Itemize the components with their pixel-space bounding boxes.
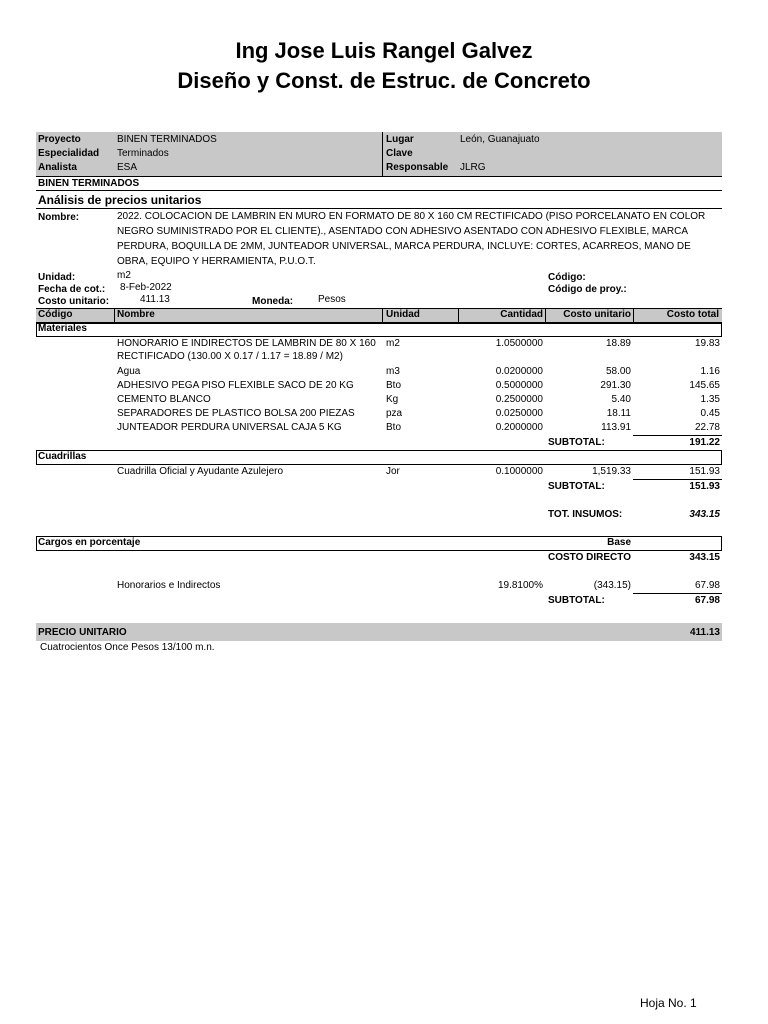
base-label: Base [607, 537, 631, 548]
col-unidad: Unidad [386, 309, 420, 320]
responsable-value: JLRG [460, 162, 486, 173]
row-nombre: CEMENTO BLANCO [117, 394, 211, 405]
lugar-label: Lugar [386, 134, 414, 145]
responsable-label: Responsable [386, 162, 449, 173]
analista-label: Analista [38, 162, 77, 173]
row-costo: 18.11 [606, 408, 631, 419]
subtotal-rule [633, 479, 722, 480]
info-divider [382, 132, 383, 176]
row-nombre: HONORARIO E INDIRECTOS DE LAMBRIN DE 80 X 160 [117, 338, 376, 349]
row-costo: 291.30 [600, 380, 631, 391]
rule [36, 190, 722, 191]
lugar-value: León, Guanajuato [460, 134, 540, 145]
proyecto-value: BINEN TERMINADOS [117, 134, 217, 145]
section-title: Análisis de precios unitarios [38, 193, 202, 207]
page-number: Hoja No. 1 [640, 996, 697, 1010]
proyecto-label: Proyecto [38, 134, 81, 145]
cargos-label: Cargos en porcentaje [38, 537, 141, 548]
nombre-line: PERDURA, BOQUILLA DE 2MM, JUNTEADOR UNIVERSAL, MARCA PERDURA, INCLUYE: CORTES, ACARREOS, MANO DE [117, 241, 691, 252]
cuadrillas-section [36, 450, 722, 465]
col-codigo: Código [38, 309, 73, 320]
row-total: 0.45 [700, 408, 720, 419]
row-unidad: Bto [386, 422, 402, 433]
row-total: 67.98 [694, 580, 720, 591]
row-nombre: RECTIFICADO (130.00 X 0.17 / 1.17 = 18.89 / M2) [117, 351, 343, 362]
precio-unitario: 411.13 [689, 627, 720, 638]
row-costo: 1,519.33 [592, 466, 631, 477]
row-porcentaje: 19.8100% [497, 580, 543, 591]
row-cantidad: 0.1000000 [495, 466, 543, 477]
row-cantidad: 1.0500000 [495, 338, 543, 349]
row-cantidad: 0.2500000 [495, 394, 543, 405]
fecha-label: Fecha de cot.: [38, 284, 106, 295]
clave-label: Clave [386, 148, 413, 159]
unidad-value: m2 [117, 270, 131, 281]
row-total: 1.16 [700, 366, 720, 377]
row-unidad: m3 [386, 366, 400, 377]
rule [36, 176, 722, 177]
cargos-subtotal: 67.98 [694, 595, 720, 606]
row-nombre: Agua [117, 366, 141, 377]
row-unidad: Bto [386, 380, 402, 391]
row-total: 1.35 [700, 394, 720, 405]
row-cantidad: 0.0200000 [495, 366, 543, 377]
row-unidad: Kg [386, 394, 399, 405]
col-cantidad: Cantidad [500, 309, 543, 320]
especialidad-value: Terminados [117, 148, 169, 159]
especialidad-label: Especialidad [38, 148, 100, 159]
costo-unitario-label: Costo unitario: [38, 296, 110, 307]
row-costo: 18.89 [605, 338, 631, 349]
materiales-subtotal-label: SUBTOTAL: [548, 437, 605, 448]
row-unidad: m2 [386, 338, 400, 349]
title-author: Ing Jose Luis Rangel Galvez [235, 38, 533, 63]
row-unidad: Jor [386, 466, 400, 477]
row-total: 19.83 [694, 338, 720, 349]
moneda-label: Moneda: [252, 296, 294, 307]
row-nombre: SEPARADORES DE PLASTICO BOLSA 200 PIEZAS [117, 408, 355, 419]
row-cantidad: 0.2000000 [495, 422, 543, 433]
costo-directo: 343.15 [689, 552, 720, 563]
materiales-label: Materiales [38, 323, 87, 334]
cuadrillas-subtotal: 151.93 [689, 481, 720, 492]
rule [36, 208, 722, 209]
project-band: BINEN TERMINADOS [38, 178, 140, 189]
nombre-line: OBRA, EQUIPO Y HERRAMIENTA, P.U.O.T. [117, 256, 316, 267]
precio-unitario-band [36, 623, 722, 641]
subtotal-rule [633, 593, 722, 594]
materiales-subtotal: 191.22 [689, 437, 720, 448]
row-total: 151.93 [689, 466, 720, 477]
row-total: 22.78 [694, 422, 720, 433]
fecha-value: 8-Feb-2022 [120, 282, 172, 293]
unidad-label: Unidad: [38, 272, 76, 283]
precio-unitario-label: PRECIO UNITARIO [38, 627, 127, 638]
nombre-line: NEGRO SUMINISTRADO POR EL CLIENTE)., ASENTADO CON ADHESIVO ASENTADO CON ADHESIVO FLEXIBLE, MARCA [117, 226, 689, 237]
title-company: Diseño y Const. de Estruc. de Concreto [177, 68, 591, 93]
row-unidad: pza [386, 408, 403, 419]
costo-directo-label: COSTO DIRECTO [548, 552, 631, 563]
col-costo-unitario: Costo unitario [563, 309, 631, 320]
subtotal-rule [633, 435, 722, 436]
codigo-proy-label: Código de proy.: [548, 284, 627, 295]
row-nombre: ADHESIVO PEGA PISO FLEXIBLE SACO DE 20 KG [117, 380, 354, 391]
row-cantidad: 0.0250000 [495, 408, 543, 419]
codigo-label: Código: [548, 272, 586, 283]
moneda-value: Pesos [318, 294, 346, 305]
costo-unitario-value: 411.13 [140, 294, 170, 305]
row-nombre: JUNTEADOR PERDURA UNIVERSAL CAJA 5 KG [117, 422, 342, 433]
cargos-subtotal-label: SUBTOTAL: [548, 595, 605, 606]
nombre-line: 2022. COLOCACION DE LAMBRIN EN MURO EN FORMATO DE 80 X 160 CM RECTIFICADO (PISO PORCELANATO EN COLOR [117, 211, 706, 222]
materiales-section [36, 322, 722, 337]
row-base: (343.15) [593, 580, 631, 591]
row-costo: 5.40 [611, 394, 631, 405]
precio-en-letra: Cuatrocientos Once Pesos 13/100 m.n. [40, 642, 215, 653]
row-costo: 113.91 [601, 422, 631, 433]
cuadrillas-label: Cuadrillas [38, 451, 87, 462]
col-costo-total: Costo total [666, 309, 719, 320]
analista-value: ESA [117, 162, 138, 173]
row-total: 145.65 [689, 380, 720, 391]
cuadrillas-subtotal-label: SUBTOTAL: [548, 481, 605, 492]
row-nombre: Cuadrilla Oficial y Ayudante Azulejero [117, 466, 284, 477]
row-cantidad: 0.5000000 [495, 380, 543, 391]
nombre-label: Nombre: [38, 212, 80, 223]
row-costo: 58.00 [605, 366, 631, 377]
tot-insumos-label: TOT. INSUMOS: [548, 509, 623, 520]
col-nombre: Nombre [117, 309, 155, 320]
tot-insumos: 343.15 [689, 509, 720, 520]
row-nombre: Honorarios e Indirectos [117, 580, 221, 591]
